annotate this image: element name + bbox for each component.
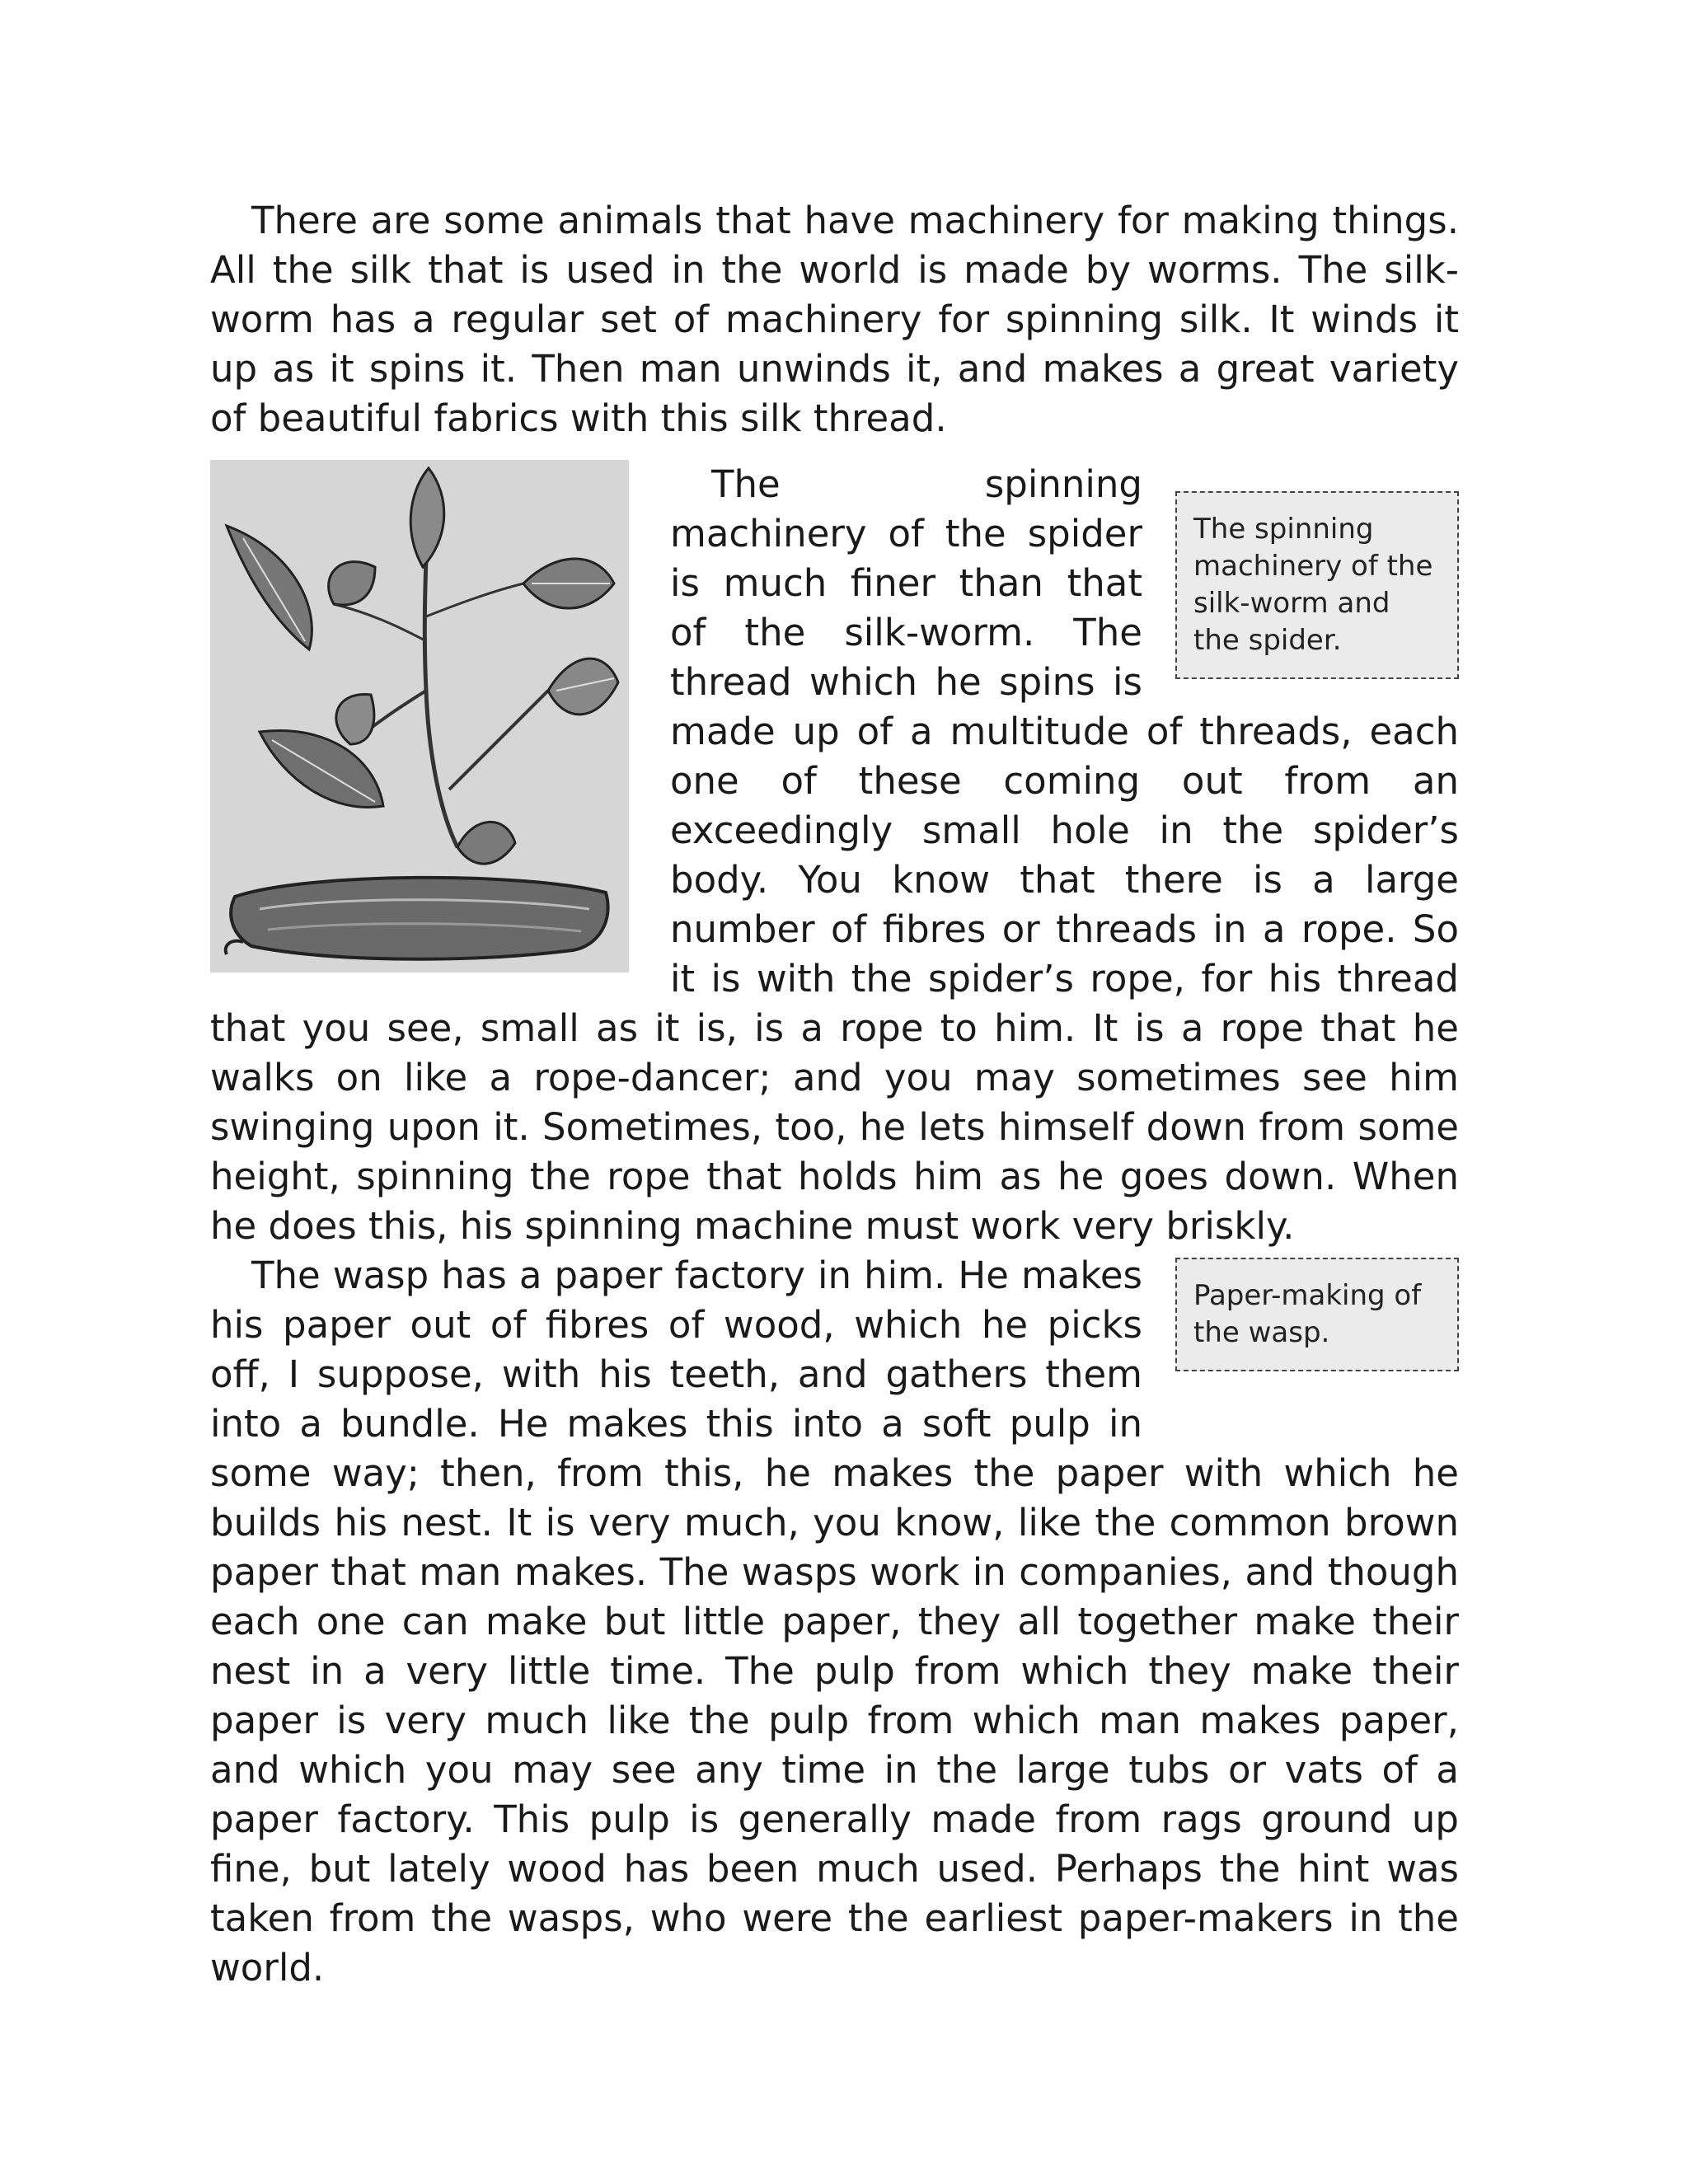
paragraph-silkworm: There are some animals that have machinery for making things. All the silk that is used in the world is made by worms. The silk-worm has a regular set of machinery for spinning silk. It winds it up as it spins it. Then man unwinds it, and makes a great variety of beautiful fabrics with this silk thread. xyxy=(210,199,1459,440)
paragraph-wasp: The wasp has a paper factory in him. He makes his paper out of fibres of wood, which he picks off, I suppose, with his teeth, and gathers them into a bundle. He makes this into a soft pulp in some way; then, from this, he makes the paper with which he builds his nest. It is very much, you know, like the common brown paper that man makes. The wasps work in companies, and though each one can make but little paper, they all together make their nest in a very little time. The pulp from which they make their paper is very much like the pulp from which man makes paper, and which you may see any time in the large tubs or vats of a paper factory. This pulp is generally made from rags ground up fine, but lately wood has been much used. Perhaps the hint was taken from the wasps, who were the earliest paper-makers in the world. xyxy=(210,1254,1459,1990)
text-column xyxy=(210,196,1459,1993)
sidenote-spider: The spinning machinery of the silk-worm and the spider. xyxy=(1175,491,1459,679)
paragraph-spider: The spinning machinery of the spider is much finer than that of the silk-worm. The thread which he spins is made up of a multitude of threads, each one of these coming out from an exceedingly small hole in the spider’s body. You know that there is a large number of fibres or threads in a rope. So it is with the spider’s rope, for his thread that you see, small as it is, is a rope to him. It is a rope that he walks on like a rope-dancer; and you may sometimes see him swinging upon it. Sometimes, too, he lets himself down from some height, spinning the rope that holds him as he goes down. When he does this, his spinning machine must work very briskly. xyxy=(210,462,1459,1248)
leaf-engraving xyxy=(210,460,629,972)
leaf-illustration xyxy=(210,460,629,972)
sidenote-wasp: Paper-making of the wasp. xyxy=(1175,1258,1459,1371)
